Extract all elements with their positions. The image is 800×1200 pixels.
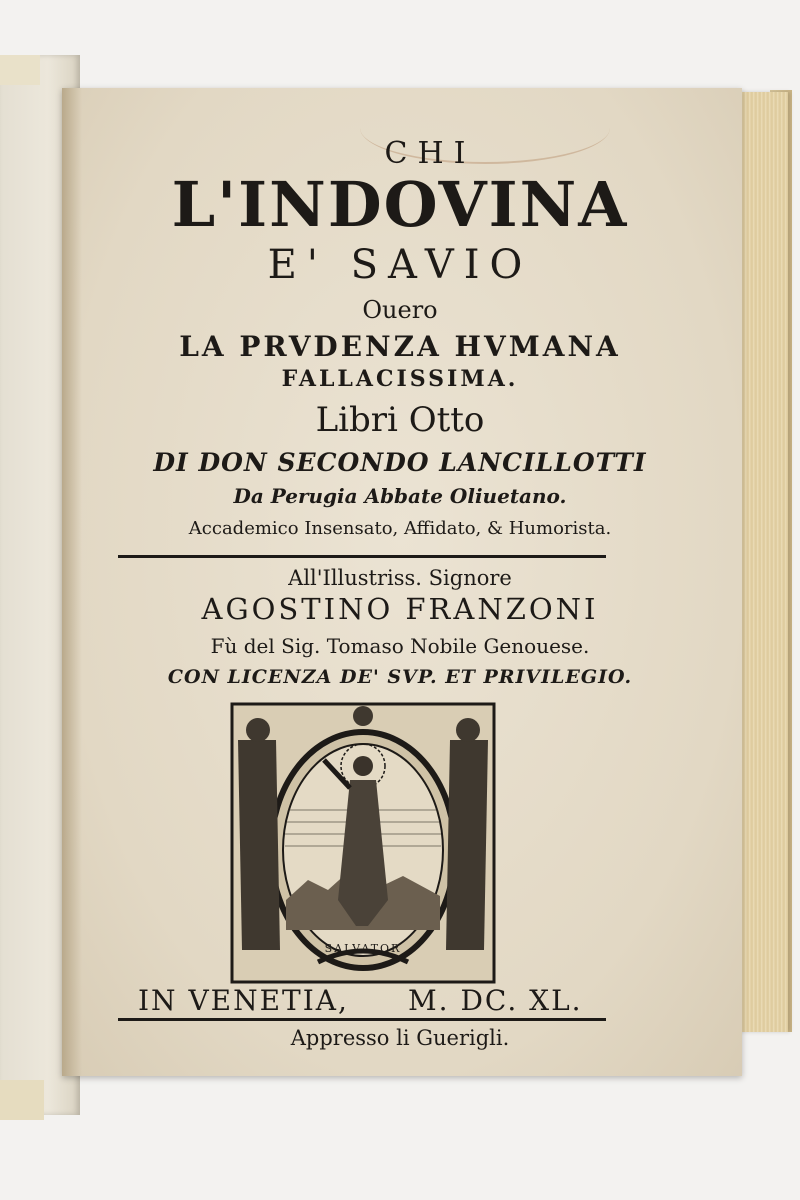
title-line-fallacissima: FALLACISSIMA.: [281, 366, 519, 392]
title-line-chi: CHI: [384, 136, 476, 171]
author-academies: Accademico Insensato, Affidato, & Humorista.: [188, 518, 612, 539]
woodcut-label: SALVATOR: [324, 942, 402, 955]
divider-rule-top: [118, 555, 606, 558]
imprint-printer: Appresso li Guerigli.: [290, 1026, 510, 1050]
dedication-intro: All'Illustriss. Signore: [288, 566, 512, 590]
title-line-libri-otto: Libri Otto: [315, 400, 485, 440]
left-cover-corner: [0, 55, 40, 85]
author-line: DI DON SECONDO LANCILLOTTI: [153, 448, 647, 477]
dedicatee-detail: Fù del Sig. Tomaso Nobile Genouese.: [210, 634, 590, 658]
printer-device-woodcut: [228, 700, 498, 986]
dedicatee-name: AGOSTINO FRANZONI: [201, 592, 599, 626]
divider-rule-bottom: [118, 1018, 606, 1021]
imprint-year: M. DC. XL.: [408, 984, 583, 1017]
author-origin: Da Perugia Abbate Oliuetano.: [233, 484, 567, 508]
title-line-ouero: Ouero: [362, 296, 438, 324]
title-line-indovina: L'INDOVINA: [171, 168, 629, 241]
title-line-esavio: E' SAVIO: [267, 242, 533, 288]
imprint-place: IN VENETIA,: [138, 984, 349, 1017]
title-line-prudenza: LA PRVDENZA HVMANA: [179, 330, 621, 363]
left-cover-bottom-corner: [0, 1080, 44, 1120]
license-line: CON LICENZA DE' SVP. ET PRIVILEGIO.: [167, 666, 633, 688]
